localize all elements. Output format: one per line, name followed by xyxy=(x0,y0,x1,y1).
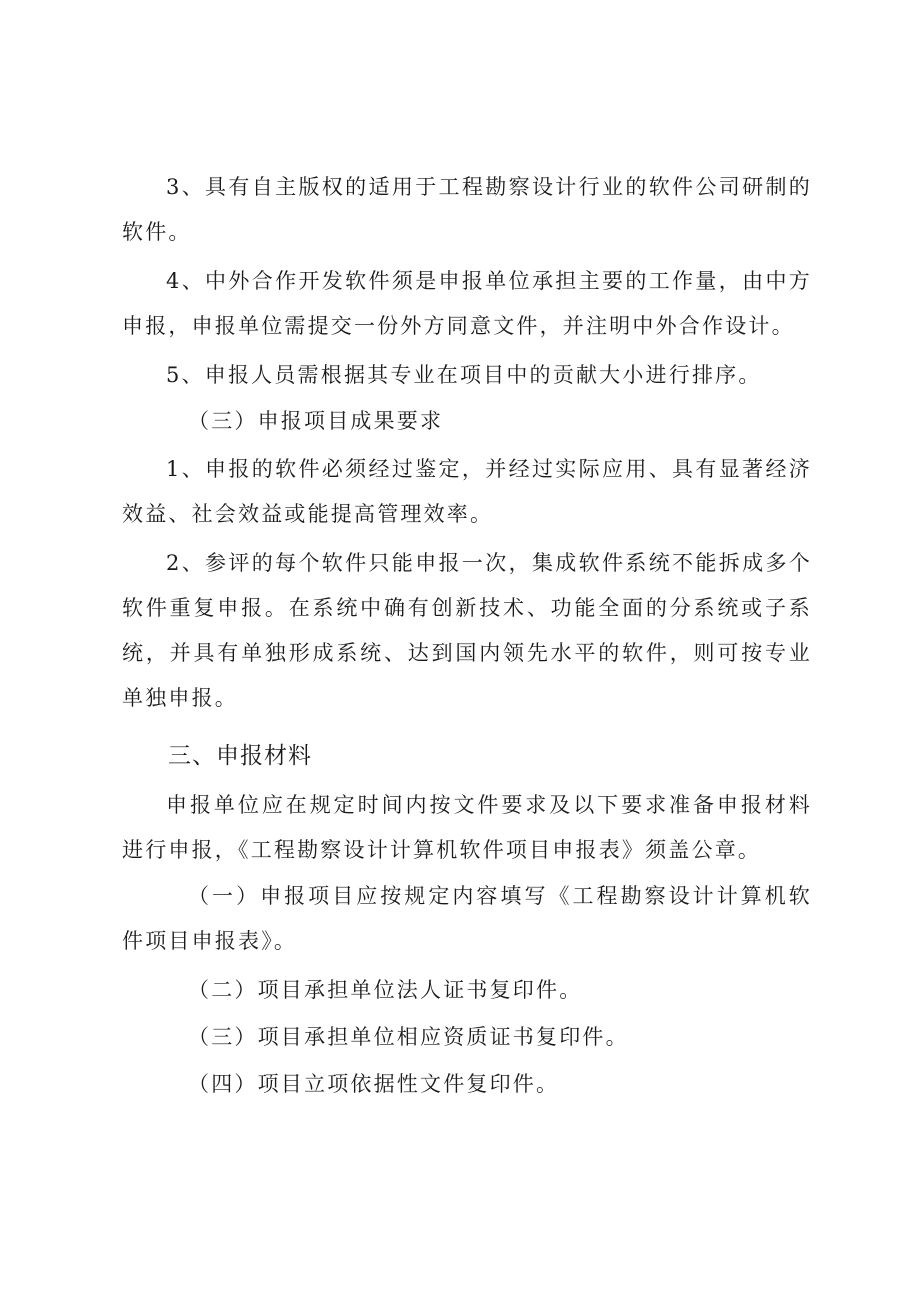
materials-item-4: （四）项目立项依据性文件复印件。 xyxy=(188,1072,560,1096)
materials-intro: 申报单位应在规定时间内按文件要求及以下要求准备申报材料进行申报，《工程勘察设计计算机软件项目申报表》须盖公章。 xyxy=(122,793,812,862)
materials-item-3: （三）项目承担单位相应资质证书复印件。 xyxy=(188,1025,629,1049)
materials-item-2: （二）项目承担单位法人证书复印件。 xyxy=(188,978,583,1002)
materials-item-1: （一）申报项目应按规定内容填写《工程勘察设计计算机软件项目申报表》。 xyxy=(122,884,812,953)
paragraph-item-4: 4、中外合作开发软件须是申报单位承担主要的工作量，由中方申报，申报单位需提交一份外方同意文件，并注明中外合作设计。 xyxy=(122,269,812,338)
section-heading-materials: 三、申报材料 xyxy=(168,743,312,769)
paragraph-results-2: 2、参评的每个软件只能申报一次，集成软件系统不能拆成多个软件重复申报。在系统中确有创新技术、功能全面的分系统或子系统，并具有单独形成系统、达到国内领先水平的软件，则可按专业单独申报。 xyxy=(122,551,812,710)
paragraph-item-3: 3、具有自主版权的适用于工程勘察设计行业的软件公司研制的软件。 xyxy=(122,175,812,244)
paragraph-results-1: 1、申报的软件必须经过鉴定，并经过实际应用、具有显著经济效益、社会效益或能提高管理效率。 xyxy=(122,457,812,526)
paragraph-item-5: 5、申报人员需根据其专业在项目中的贡献大小进行排序。 xyxy=(166,363,762,387)
subsection-heading-results: （三）申报项目成果要求 xyxy=(188,409,444,433)
